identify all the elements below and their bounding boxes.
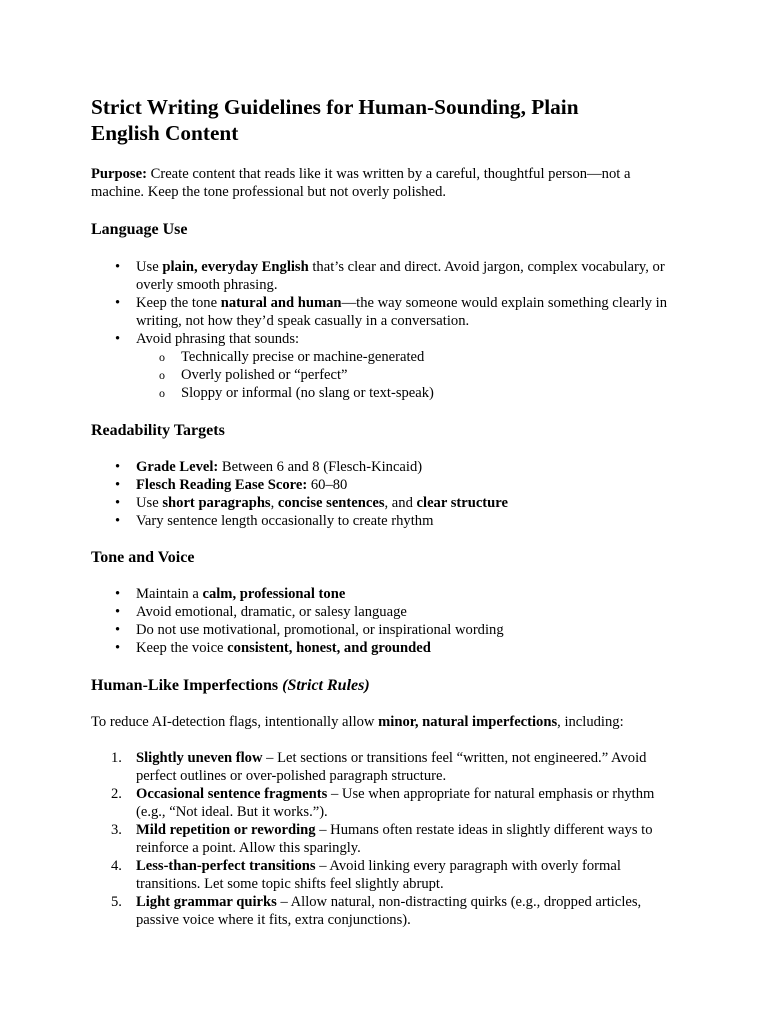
list-item: • Avoid phrasing that sounds: o Technically precise or machine-generated o Overly polished or “perfect” o Sloppy or informal (no slang or text-speak)	[91, 330, 671, 402]
list-number: 2.	[111, 786, 122, 802]
list-item: • Vary sentence length occasionally to create rhythm	[115, 513, 434, 529]
bullet-icon: •	[115, 495, 121, 511]
list-item: • Flesch Reading Ease Score: 60–80	[115, 477, 348, 493]
purpose-text: Create content that reads like it was written by a careful, thoughtful person—not a machine. Keep the tone professional but not overly polished.	[91, 166, 631, 200]
section-heading-language-use: Language Use	[91, 221, 188, 238]
list-number: 3.	[111, 822, 122, 838]
sub-bullet-icon: o	[159, 350, 165, 364]
purpose-label: Purpose:	[91, 166, 147, 182]
imperfections-list	[91, 749, 691, 929]
list-item: • Avoid emotional, dramatic, or salesy language	[115, 604, 407, 620]
list-item: • Keep the tone natural and human—the way someone would explain something clearly in writing, not how they’d speak casually in a conversation.	[115, 295, 668, 329]
sub-list	[91, 348, 691, 402]
section-heading-imperfections: Human-Like Imperfections (Strict Rules)	[91, 677, 370, 694]
numbered-list-item: 4. Less-than-perfect transitions – Avoid linking every paragraph with overly formal transitions. Let some topic shifts feel slightly abrupt.	[111, 858, 621, 892]
sub-bullet-icon: o	[159, 368, 165, 382]
numbered-list-item: 1. Slightly uneven flow – Let sections or transitions feel “written, not engineered.” Avoid perfect outlines or over-polished paragraph structure.	[111, 750, 647, 784]
bullet-icon: •	[115, 586, 121, 602]
sub-bullet-icon: o	[159, 386, 165, 400]
sub-list-item: o Overly polished or “perfect”	[159, 367, 348, 383]
list-number: 4.	[111, 858, 122, 874]
section-heading-readability: Readability Targets	[91, 422, 225, 439]
list-number: 1.	[111, 750, 122, 766]
bullet-icon: •	[115, 604, 121, 620]
bullet-icon: •	[115, 259, 121, 275]
bullet-icon: •	[115, 640, 121, 656]
list-item: • Use plain, everyday English that’s clear and direct. Avoid jargon, complex vocabulary, or overly smooth phrasing.	[115, 259, 665, 293]
tone-list	[91, 585, 691, 657]
bullet-icon: •	[115, 459, 121, 475]
bullet-icon: •	[115, 622, 121, 638]
numbered-list-item: 3. Mild repetition or rewording – Humans often restate ideas in slightly different ways to reinforce a point. Allow this sparingly.	[111, 822, 653, 856]
imperfections-intro: To reduce AI-detection flags, intentionally allow minor, natural imperfections, including:	[91, 714, 624, 730]
section-heading-tone: Tone and Voice	[91, 549, 195, 566]
list-item: • Do not use motivational, promotional, or inspirational wording	[115, 622, 504, 638]
language-use-list	[91, 258, 691, 402]
list-item: • Grade Level: Between 6 and 8 (Flesch-Kincaid)	[115, 459, 423, 475]
numbered-list-item: 2. Occasional sentence fragments – Use when appropriate for natural emphasis or rhythm (e.g., “Not ideal. But it works.”).	[111, 786, 655, 820]
sub-list-item: o Technically precise or machine-generated	[159, 349, 425, 365]
bullet-icon: •	[115, 331, 121, 347]
list-item: • Use short paragraphs, concise sentences, and clear structure	[115, 495, 508, 511]
numbered-list-item: 5. Light grammar quirks – Allow natural, non-distracting quirks (e.g., dropped articles, passive voice where it fits, extra conjunctions).	[111, 894, 642, 928]
document-title: Strict Writing Guidelines for Human-Sounding, Plain English Content	[91, 95, 579, 145]
list-number: 5.	[111, 894, 122, 910]
bullet-icon: •	[115, 295, 121, 311]
bullet-icon: •	[115, 513, 121, 529]
sub-list-item: o Sloppy or informal (no slang or text-speak)	[159, 385, 434, 401]
readability-list	[91, 458, 691, 530]
list-item: • Maintain a calm, professional tone	[115, 586, 346, 602]
bullet-icon: •	[115, 477, 121, 493]
purpose-paragraph	[91, 165, 661, 201]
list-item: • Keep the voice consistent, honest, and grounded	[115, 640, 431, 656]
